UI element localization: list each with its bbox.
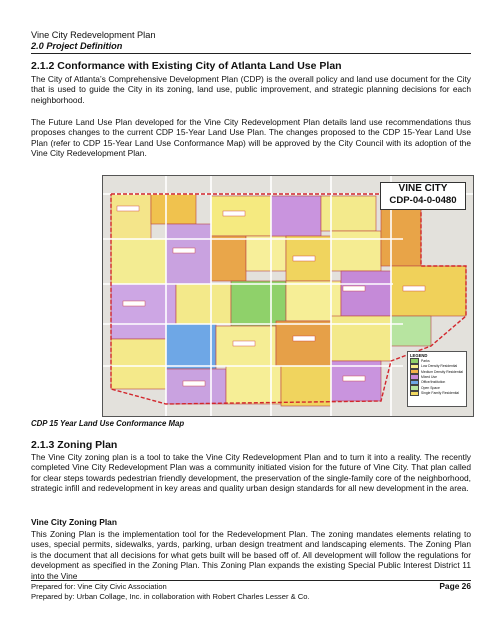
- paragraph-cdp-intro: The City of Atlanta’s Comprehensive Development Plan (CDP) is the overall policy and land use document for the City that is used to guide the City in its zoning, land use, public improvement, and strategic planning decisions for each neighborhood.: [31, 74, 471, 105]
- map-legend: [407, 351, 467, 407]
- legend-swatch: [410, 391, 419, 396]
- legend-item: [410, 391, 464, 396]
- section-heading-2-1-3: 2.1.3 Zoning Plan: [31, 439, 118, 451]
- paragraph-future-land-use: The Future Land Use Plan developed for the Vine City Redevelopment Plan details land use recommendations thus proposes changes to the current CDP 15-Year Land Use Plan. The changes proposed to the CDP 15-Year Land Use Plan (refer to CDP 15-Year Land Use Conformance Map) will be approved by the City Council with its adoption of the Vine City Redevelopment Plan.: [31, 117, 471, 159]
- footer-prepared-for: Prepared for: Vine City Civic Association: [31, 582, 167, 591]
- legend-label: Low Density Residential: [421, 364, 458, 369]
- header-rule: [31, 53, 471, 54]
- header-title: Vine City Redevelopment Plan: [31, 30, 156, 40]
- legend-label: Parks: [421, 358, 430, 363]
- running-header: [31, 30, 155, 52]
- paragraph-zoning-implementation: This Zoning Plan is the implementation tool for the Redevelopment Plan. The zoning mandates elements relating to uses, special permits, sidewalks, yards, parking, urban design treatment and landscaping elements. The Zoning Plan is the document that all decisions for what gets built will be based off of. All development will follow the regulations for development as specified in the Zoning Plan. This Zoning Plan expands the existing Special Public Interest District 11 into the Vine: [31, 529, 471, 581]
- map-badge-code: CDP-04-0-0480: [389, 195, 457, 206]
- paragraph-zoning-plan: The Vine City zoning plan is a tool to take the Vine City Redevelopment Plan and to turn it into a reality. The recently completed Vine City Redevelopment Plan was a community initiated vision for the future of Vine City. That plan called for clear steps towards pedestrian friendly development, the preservation of the single-family core of the neighborhood, strategic infill and redevelopment in key areas and quality urban design standards for all new development in the area.: [31, 452, 471, 494]
- header-subtitle: 2.0 Project Definition: [31, 41, 123, 51]
- map-caption: CDP 15 Year Land Use Conformance Map: [31, 419, 185, 428]
- land-use-map: [102, 175, 474, 417]
- legend-label: Open Space: [421, 385, 440, 390]
- subheading-vine-city-zoning: Vine City Zoning Plan: [31, 517, 117, 527]
- section-heading-2-1-2: 2.1.2 Conformance with Existing City of Atlanta Land Use Plan: [31, 60, 342, 72]
- map-badge: [380, 182, 466, 210]
- map-badge-title: VINE CITY: [398, 183, 448, 194]
- footer-rule: [31, 580, 471, 581]
- footer-prepared-by: Prepared by: Urban Collage, Inc. in collaboration with Robert Charles Lesser & Co.: [31, 591, 310, 601]
- footer: [31, 582, 471, 601]
- legend-title: LEGEND: [410, 353, 428, 358]
- legend-label: Mixed Use: [421, 374, 438, 379]
- legend-label: Office/Institution: [421, 380, 446, 385]
- legend-label: Single Family Residential: [421, 391, 460, 396]
- page-number: Page 26: [439, 581, 471, 591]
- legend-label: Medium Density Residential: [421, 369, 464, 374]
